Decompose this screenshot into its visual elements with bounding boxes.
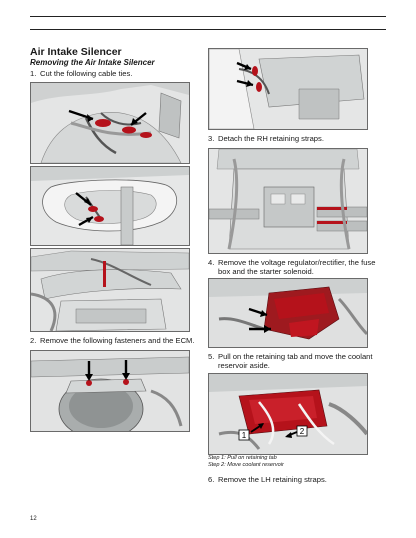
figure-caption <box>208 455 284 469</box>
figure-rh-retaining-straps <box>208 148 368 254</box>
step-5-text: Pull on the retaining tab and move the coolant <box>218 352 373 361</box>
figure-coolant-reservoir-drawing <box>209 374 367 454</box>
step-2 <box>30 336 195 345</box>
subsection-title: Removing the Air Intake Silencer <box>30 58 155 67</box>
page-number: 12 <box>30 516 37 522</box>
figure-cable-ties-2 <box>30 166 190 246</box>
step-6 <box>208 475 327 484</box>
figure-cable-ties-1 <box>30 82 190 164</box>
step-4 <box>208 258 375 276</box>
step-6-text: Remove the LH retaining straps. <box>218 475 327 484</box>
step-1-text: Cut the following cable ties. <box>40 69 133 78</box>
callout-2: 2 <box>299 427 305 436</box>
step-1-number: 1. <box>30 69 37 78</box>
figure-coolant-reservoir <box>208 373 368 455</box>
step-1 <box>30 69 132 78</box>
section-title: Air Intake Silencer <box>30 46 122 58</box>
step-5-text-line-2: reservoir aside. <box>218 361 270 370</box>
figure-voltage-regulator-drawing <box>209 279 367 347</box>
step-3-number: 3. <box>208 134 215 143</box>
step-4-number: 4. <box>208 258 215 267</box>
step-5-number: 5. <box>208 352 215 361</box>
figure-fasteners-ecm <box>30 350 190 432</box>
figure-fasteners-ecm-drawing <box>31 351 189 431</box>
step-2-text: Remove the following fasteners and the ECM. <box>40 336 195 345</box>
step-5 <box>208 352 373 370</box>
step-2-number: 2. <box>30 336 37 345</box>
figure-cable-ties-4 <box>208 48 368 130</box>
step-3 <box>208 134 324 143</box>
header-rule-top <box>30 16 386 17</box>
caption-line-1: Step 1: Pull on retaining tab <box>208 455 277 461</box>
figure-voltage-regulator <box>208 278 368 348</box>
figure-cable-ties-3 <box>30 248 190 332</box>
figure-cable-ties-2-drawing <box>31 167 189 245</box>
step-4-text-line-2: box and the starter solenoid. <box>218 267 314 276</box>
callout-1: 1 <box>241 431 247 440</box>
step-3-text: Detach the RH retaining straps. <box>218 134 324 143</box>
figure-cable-ties-1-drawing <box>31 83 189 163</box>
figure-cable-ties-3-drawing <box>31 249 189 331</box>
caption-line-2: Step 2: Move coolant reservoir <box>208 462 284 468</box>
step-4-text: Remove the voltage regulator/rectifier, the fuse <box>218 258 376 267</box>
figure-rh-retaining-straps-drawing <box>209 149 367 253</box>
step-6-number: 6. <box>208 475 215 484</box>
figure-cable-ties-4-drawing <box>209 49 367 129</box>
header-rule-bottom <box>30 29 386 30</box>
